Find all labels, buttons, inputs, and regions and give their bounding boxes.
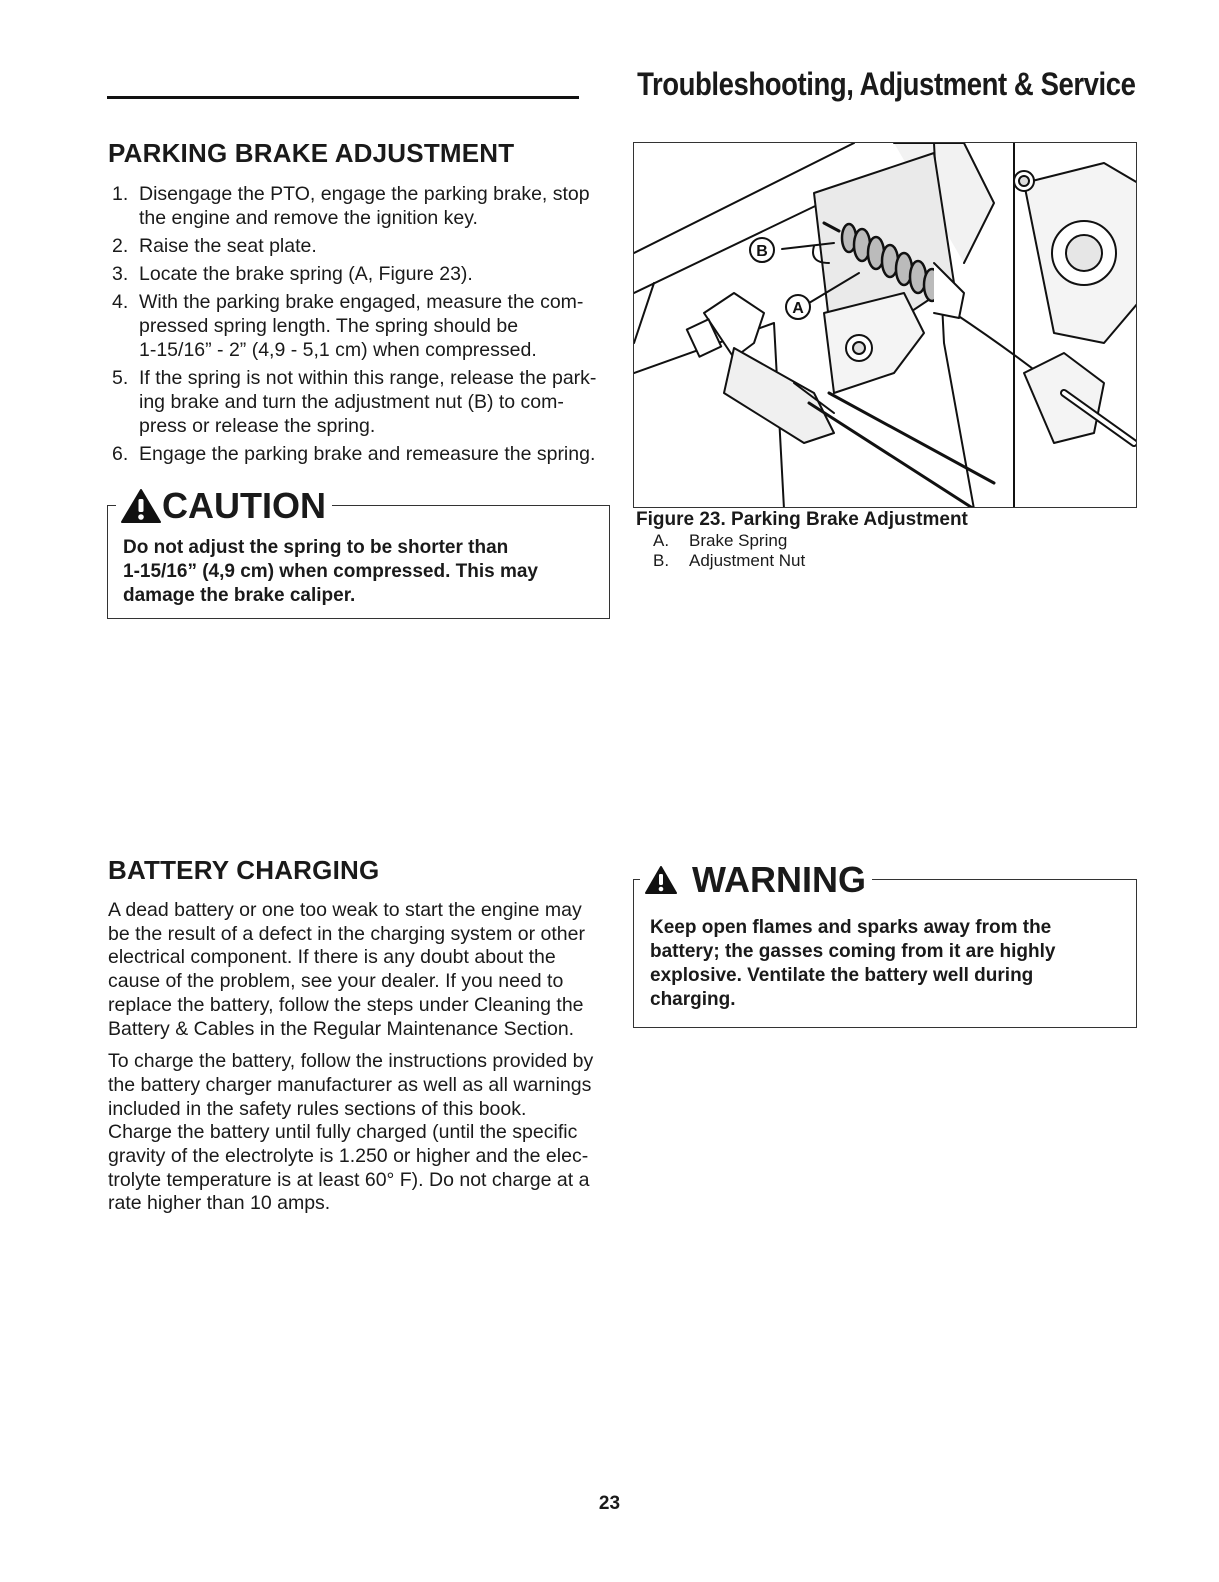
step-item	[108, 290, 608, 362]
figure-caption-title: Figure 23. Parking Brake Adjustment	[636, 509, 968, 530]
step-number: 5.	[112, 367, 129, 389]
legend-text: Adjustment Nut	[689, 551, 806, 570]
step-item	[108, 182, 608, 230]
parking-brake-section	[108, 138, 608, 470]
battery-paragraph-2	[108, 1050, 608, 1216]
text-line: the battery charger manufacturer as well as all warnings	[108, 1073, 592, 1096]
legend-text: Brake Spring	[689, 531, 788, 550]
text-line: Battery & Cables in the Regular Maintenance Section.	[108, 1017, 575, 1040]
page-number: 23	[598, 1493, 621, 1514]
warning-line: Keep open flames and sparks away from the	[650, 917, 1052, 938]
step-line: press or release the spring.	[139, 415, 376, 437]
figure-23-frame	[633, 142, 1137, 508]
parking-brake-illustration	[634, 143, 1137, 508]
step-item	[108, 262, 608, 286]
text-line: A dead battery or one too weak to start the engine may	[108, 899, 582, 921]
legend-letter: B.	[653, 551, 670, 570]
legend-item	[636, 531, 968, 551]
step-item	[108, 442, 608, 466]
text-line: gravity of the electrolyte is 1.250 or higher and the elec-	[108, 1145, 589, 1168]
warning-header	[640, 859, 872, 901]
step-number: 1.	[112, 183, 129, 205]
step-line: Locate the brake spring (A, Figure 23).	[139, 263, 473, 285]
warning-text	[650, 916, 1055, 1012]
caution-text	[123, 536, 538, 608]
warning-triangle-icon	[644, 865, 678, 895]
callout-b	[750, 238, 774, 262]
battery-paragraph-1	[108, 899, 608, 1041]
header-rule	[107, 96, 579, 99]
step-line: the engine and remove the ignition key.	[139, 207, 478, 229]
step-number: 4.	[112, 291, 129, 313]
step-line: 1-15/16” - 2” (4,9 - 5,1 cm) when compressed.	[139, 339, 537, 361]
page-header-title: Troubleshooting, Adjustment & Service	[636, 66, 1135, 102]
warning-word: WARNING	[692, 859, 866, 900]
legend-letter: A.	[653, 531, 670, 550]
caution-header	[116, 486, 332, 526]
step-number: 2.	[112, 235, 129, 257]
text-line: To charge the battery, follow the instructions provided by	[108, 1050, 594, 1073]
warning-box	[633, 859, 1137, 1028]
warning-line: battery; the gasses coming from it are highly	[650, 941, 1056, 962]
step-line: Engage the parking brake and remeasure the spring.	[139, 443, 596, 465]
callout-a-label: A	[792, 300, 804, 317]
caution-box	[107, 485, 610, 619]
step-number: 6.	[112, 443, 129, 465]
callout-b-label: B	[756, 243, 768, 260]
caution-word: CAUTION	[162, 485, 326, 526]
step-line: ing brake and turn the adjustment nut (B) to com-	[139, 391, 564, 413]
warning-line: charging.	[650, 989, 736, 1010]
legend-item	[636, 551, 968, 571]
text-line: included in the safety rules sections of this book.	[108, 1097, 527, 1120]
text-line: cause of the problem, see your dealer. If you need to	[108, 970, 564, 993]
step-item	[108, 234, 608, 258]
step-line: Raise the seat plate.	[139, 235, 317, 257]
step-item	[108, 366, 608, 438]
step-line: With the parking brake engaged, measure the com-	[139, 291, 584, 313]
text-line: replace the battery, follow the steps under Cleaning the	[108, 993, 584, 1016]
step-number: 3.	[112, 263, 129, 285]
step-line: pressed spring length. The spring should be	[139, 315, 519, 337]
warning-triangle-icon	[120, 488, 162, 524]
parking-brake-steps	[108, 182, 608, 466]
warning-line: explosive. Ventilate the battery well during	[650, 965, 1034, 986]
figure-legend	[636, 531, 968, 571]
battery-charging-heading: BATTERY CHARGING	[108, 855, 380, 885]
step-line: Disengage the PTO, engage the parking brake, stop	[139, 183, 590, 205]
step-line: If the spring is not within this range, release the park-	[139, 367, 597, 389]
figure-caption	[636, 509, 968, 571]
text-line: Charge the battery until fully charged (until the specific	[108, 1121, 578, 1144]
callout-a	[786, 295, 810, 319]
text-line: electrical component. If there is any doubt about the	[108, 946, 556, 969]
caution-line: Do not adjust the spring to be shorter than	[123, 537, 509, 558]
text-line: rate higher than 10 amps.	[108, 1192, 331, 1215]
parking-brake-heading: PARKING BRAKE ADJUSTMENT	[108, 138, 515, 168]
text-line: be the result of a defect in the charging system or other	[108, 922, 585, 945]
caution-line: damage the brake caliper.	[123, 585, 356, 606]
battery-charging-section	[108, 855, 608, 1225]
text-line: trolyte temperature is at least 60° F). Do not charge at a	[108, 1168, 590, 1191]
caution-line: 1-15/16” (4,9 cm) when compressed. This may	[123, 561, 539, 582]
